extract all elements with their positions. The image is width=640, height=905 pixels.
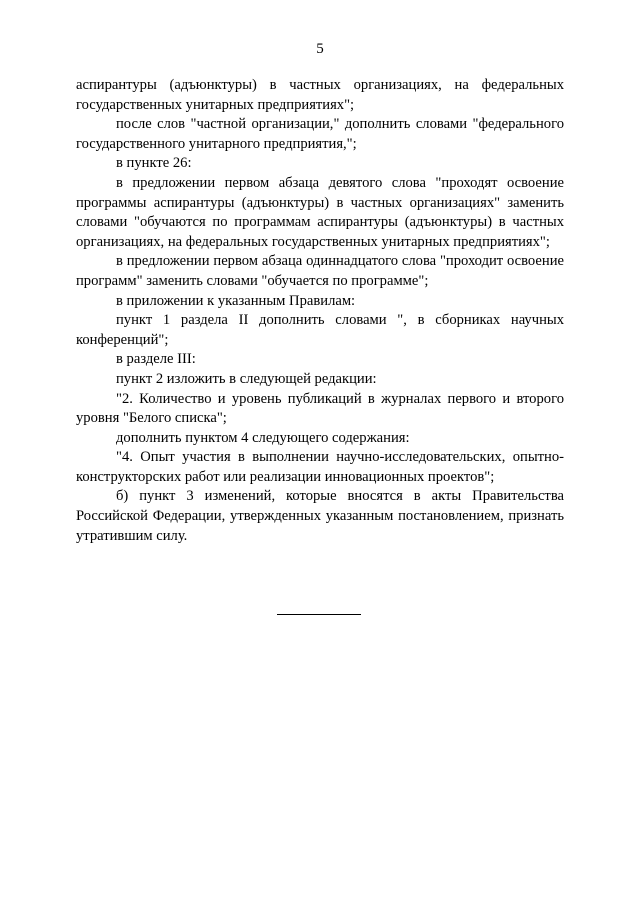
paragraph-after-words: после слов "частной организации," дополнить словами "федерального государственного унитарного предприятия,"; <box>76 116 564 152</box>
paragraph-point-26: в пункте 26: <box>116 155 192 172</box>
paragraph-section-3: в разделе III: <box>116 351 196 368</box>
paragraph-add-point-4: дополнить пунктом 4 следующего содержания: <box>116 429 410 446</box>
paragraph-appendix: в приложении к указанным Правилам: <box>116 292 356 309</box>
paragraph-new-point-4: "4. Опыт участия в выполнении научно-исследовательских, опытно-конструкторских работ или реализации инновационных проектов"; <box>76 449 564 485</box>
paragraph-continuation: аспирантуры (адъюнктуры) в частных организациях, на федеральных государственных унитарных предприятиях"; <box>76 77 564 113</box>
paragraph-section-2: пункт 1 раздела II дополнить словами ", в сборниках научных конференций"; <box>76 312 564 348</box>
document-body <box>76 76 564 546</box>
page-number: 5 <box>316 41 324 57</box>
paragraph-point-2-edit: пункт 2 изложить в следующей редакции: <box>116 370 377 387</box>
end-divider-line <box>277 614 361 615</box>
paragraph-eleventh-abzats: в предложении первом абзаца одиннадцатого слова "проходит освоение программ" заменить словами "обучается по программе"; <box>76 253 564 289</box>
paragraph-new-point-2: "2. Количество и уровень публикаций в журналах первого и второго уровня "Белого списка"; <box>76 390 564 427</box>
paragraph-ninth-abzats: в предложении первом абзаца девятого слова "проходят освоение программы аспирантуры (адъюнктуры) в частных организациях" заменить словами "обучаются по программам аспирантуры (адъюнктуры) в частных организациях, на федеральных государственных унитарных предприятиях"; <box>76 174 564 250</box>
paragraph-item-b: б) пункт 3 изменений, которые вносятся в акты Правительства Российской Федерации, утвержденных указанным постановлением, признать утратившим силу. <box>76 488 564 544</box>
